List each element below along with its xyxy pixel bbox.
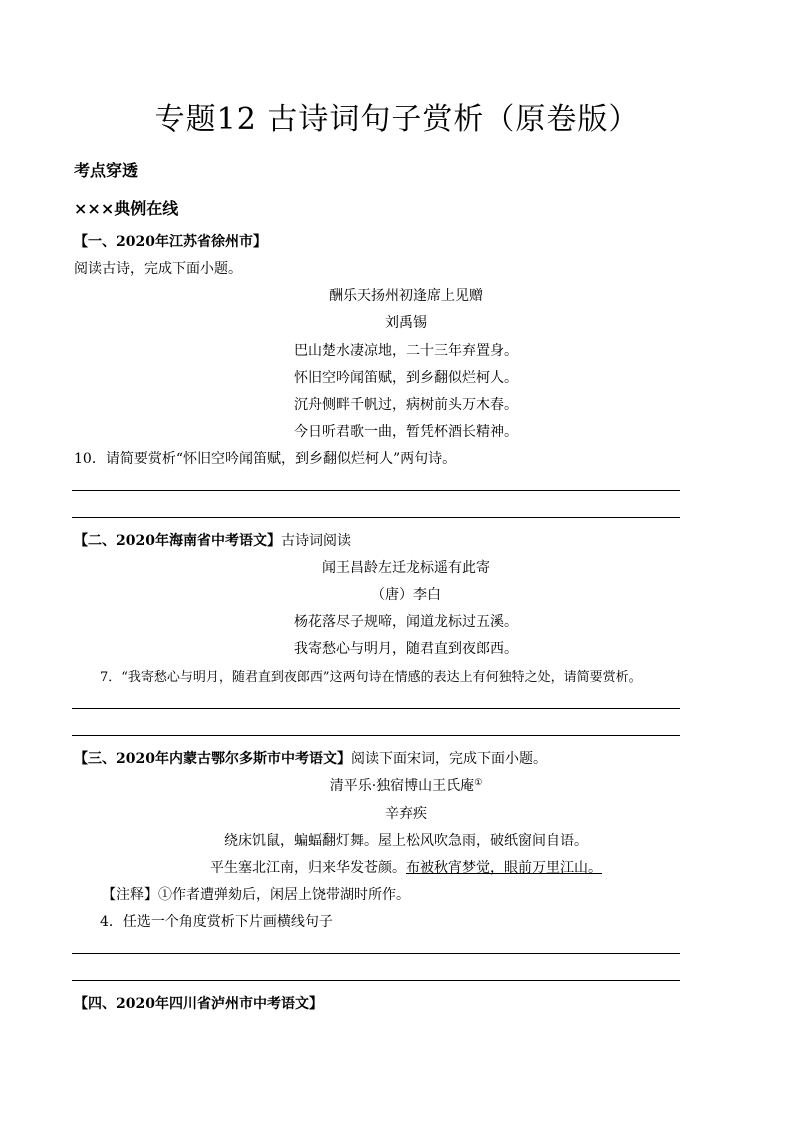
answer-line [72,708,680,709]
page-title: 专题12 古诗词句子赏析（原卷版） [154,102,640,137]
q1-poem-title: 酬乐天扬州初逢席上见赠 [329,288,483,304]
q3-note: 【注释】①作者遭弹劾后，闲居上饶带湖时所作。 [102,887,410,903]
q2-author: （唐）李白 [371,587,441,603]
q3-header [74,748,547,768]
q3-tag: 【三、2020年内蒙古鄂尔多斯市中考语文】 [74,751,351,767]
q3-poem-line: 绕床饥鼠，蝙蝠翻灯舞。屋上松风吹急雨，破纸窗间自语。 [224,833,588,849]
q3-tag-suffix: 阅读下面宋词，完成下面小题。 [350,751,547,767]
q4-tag: 【四、2020年四川省泸州市中考语文】 [74,996,323,1012]
q2-poem-line: 我寄愁心与明月，随君直到夜郎西。 [294,641,518,657]
q3-question: 4．任选一个角度赏析下片画横线句子 [100,914,333,930]
answer-line [72,735,680,736]
q1-question: 10．请简要赏析“怀旧空吟闻笛赋，到乡翻似烂柯人”两句诗。 [74,451,457,467]
q3-poem-title-line [0,775,794,795]
q2-poem-line: 杨花落尽子规啼，闻道龙标过五溪。 [294,614,518,630]
answer-line [72,490,680,491]
q3-line2-underlined: 布被秋宵梦觉，眼前万里江山。 [406,860,602,876]
q3-line2-plain: 平生塞北江南，归来华发苍颜。 [210,860,406,876]
q1-poem-line: 沉舟侧畔千帆过，病树前头万木春。 [294,397,518,413]
section-heading-kaodian: 考点穿透 [74,161,139,180]
q3-author: 辛弃疾 [385,806,427,822]
q1-poem-line: 巴山楚水凄凉地，二十三年弃置身。 [294,343,518,359]
q1-tag: 【一、2020年江苏省徐州市】 [74,234,267,250]
q1-poem-line: 怀旧空吟闻笛赋，到乡翻似烂柯人。 [294,370,518,386]
q2-question: 7．“我寄愁心与明月，随君直到夜郎西”这两句诗在情感的表达上有何独特之处，请简要赏析。 [100,670,642,685]
q1-intro: 阅读古诗，完成下面小题。 [74,261,242,277]
q2-tag: 【二、2020年海南省中考语文】 [74,533,281,549]
answer-line [72,517,680,518]
section-heading-dianli: ×××典例在线 [74,199,179,218]
q2-header [74,530,351,550]
q2-poem-title: 闻王昌龄左迁龙标遥有此寄 [322,560,490,576]
q3-footnote-mark: ① [474,778,483,788]
q3-poem-title: 清平乐·独宿博山王氏庵 [329,778,475,794]
q1-author: 刘禹锡 [385,315,427,331]
q2-tag-suffix: 古诗词阅读 [280,533,351,549]
q3-poem-line-2 [0,857,794,877]
answer-line [72,953,680,954]
answer-line [72,980,680,981]
q1-poem-line: 今日听君歌一曲，暂凭杯酒长精神。 [294,424,518,440]
